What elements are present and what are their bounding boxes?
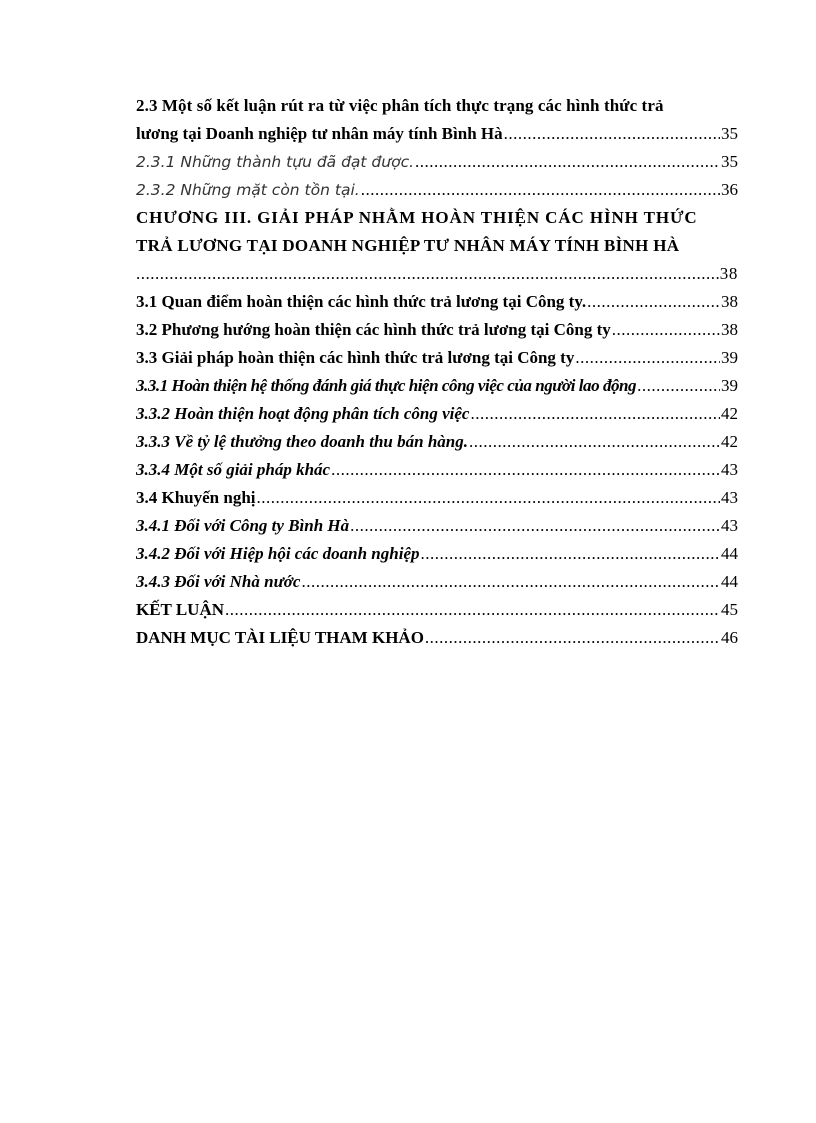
toc-entry-title: 3.4.1 Đối với Công ty Bình Hà — [136, 516, 350, 535]
toc-entry-3-3-2[interactable] — [136, 400, 738, 428]
toc-page-number: 35 — [721, 152, 738, 171]
dot-leader — [504, 120, 720, 148]
dot-leader — [225, 596, 720, 624]
toc-entry-chapter-3[interactable] — [136, 204, 738, 288]
toc-entry-title: 3.3.4 Một số giải pháp khác — [136, 460, 331, 479]
toc-entry-conclusion[interactable] — [136, 596, 738, 624]
toc-entry-3-4-1[interactable] — [136, 512, 738, 540]
toc-entry-2-3-2[interactable] — [136, 176, 738, 204]
toc-entry-title: 3.3.2 Hoàn thiện hoạt động phân tích công việc — [136, 404, 470, 423]
toc-page-number: 42 — [721, 404, 738, 423]
toc-page-number: 46 — [721, 628, 738, 647]
toc-entry-3-3-4[interactable] — [136, 456, 738, 484]
dot-leader — [331, 456, 720, 484]
toc-entry-title: 3.4 Khuyến nghị — [136, 488, 256, 507]
toc-entry-3-2[interactable] — [136, 316, 738, 344]
dot-leader — [575, 344, 720, 372]
toc-entry-title: 3.3.1 Hoàn thiện hệ thống đánh giá thực hiện công việc của người lao động — [136, 376, 637, 395]
toc-entry-2-3-1[interactable] — [136, 148, 738, 176]
toc-entry-title: 3.3.3 Về tỷ lệ thưởng theo doanh thu bán hàng. — [136, 432, 468, 451]
toc-page-number: 44 — [721, 572, 738, 591]
toc-page-number: 38 — [721, 320, 738, 339]
dot-leader — [637, 372, 720, 400]
toc-entry-3-3-3[interactable] — [136, 428, 738, 456]
toc-entry-3-4-2[interactable] — [136, 540, 738, 568]
toc-page-number: 38 — [721, 292, 738, 311]
toc-entry-title: 3.3 Giải pháp hoàn thiện các hình thức trả lương tại Công ty — [136, 348, 575, 367]
dot-leader — [469, 428, 720, 456]
dot-leader — [425, 624, 720, 652]
toc-entry-references[interactable] — [136, 624, 738, 652]
toc-entry-title: 3.4.3 Đối với Nhà nước — [136, 572, 301, 591]
toc-page-number: 42 — [721, 432, 738, 451]
toc-page-number: 38 — [719, 264, 738, 283]
toc-page-number: 36 — [721, 180, 738, 199]
toc-entry-title-line1: CHƯƠNG III. GIẢI PHÁP NHẰM HOÀN THIỆN CÁC HÌNH THỨC — [136, 208, 698, 227]
dot-leader — [257, 484, 720, 512]
toc-entry-title: 2.3.1 Những thành tựu đã đạt được. — [136, 153, 415, 171]
dot-leader — [587, 288, 720, 316]
toc-entry-title: DANH MỤC TÀI LIỆU THAM KHẢO — [136, 628, 424, 647]
toc-page-number: 43 — [721, 488, 738, 507]
toc-page-number: 43 — [721, 460, 738, 479]
toc-entry-title: 3.2 Phương hướng hoàn thiện các hình thức trả lương tại Công ty — [136, 320, 611, 339]
toc-entry-3-3-1[interactable] — [136, 372, 738, 400]
toc-entry-title: KẾT LUẬN — [136, 600, 225, 619]
toc-entry-title-line2: lương tại Doanh nghiệp tư nhân máy tính Bình Hà — [136, 124, 503, 143]
toc-entry-title-line2: TRẢ LƯƠNG TẠI DOANH NGHIỆP TƯ NHÂN MÁY TÍNH BÌNH HÀ — [136, 236, 680, 255]
toc-page-number: 39 — [721, 376, 738, 395]
toc-entry-2-3[interactable] — [136, 92, 738, 148]
toc-page-number: 45 — [721, 600, 738, 619]
toc-entry-title-line1: 2.3 Một số kết luận rút ra từ việc phân tích thực trạng các hình thức trả — [136, 96, 664, 115]
toc-entry-3-4-3[interactable] — [136, 568, 738, 596]
dot-leader — [350, 512, 720, 540]
dot-leader — [415, 148, 720, 176]
toc-page-number: 39 — [721, 348, 738, 367]
toc-entry-3-3[interactable] — [136, 344, 738, 372]
dot-leader — [136, 260, 719, 288]
toc-page-number: 43 — [721, 516, 738, 535]
dot-leader — [612, 316, 720, 344]
dot-leader — [421, 540, 721, 568]
toc-entry-title: 3.4.2 Đối với Hiệp hội các doanh nghiệp — [136, 544, 420, 563]
table-of-contents — [136, 92, 738, 652]
dot-leader — [470, 400, 720, 428]
toc-entry-3-1[interactable] — [136, 288, 738, 316]
toc-entry-title: 2.3.2 Những mặt còn tồn tại. — [136, 181, 360, 199]
toc-entry-3-4[interactable] — [136, 484, 738, 512]
toc-entry-title: 3.1 Quan điểm hoàn thiện các hình thức trả lương tại Công ty. — [136, 292, 587, 311]
toc-page-number: 35 — [721, 124, 738, 143]
toc-page-number: 44 — [721, 544, 738, 563]
dot-leader — [361, 176, 720, 204]
dot-leader — [301, 568, 720, 596]
